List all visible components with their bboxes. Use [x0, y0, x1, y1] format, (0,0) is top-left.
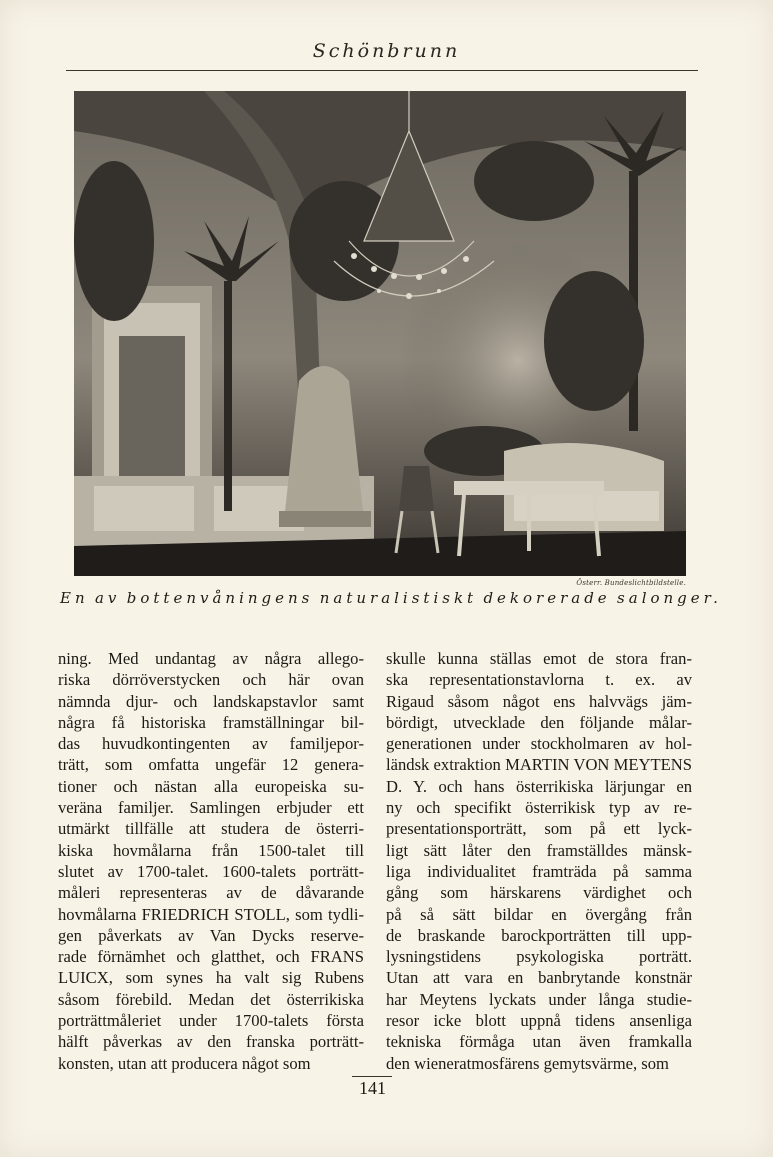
text-line: veräna familjer. Samlingen erbjuder ett [58, 798, 364, 818]
text-line: Rigaud såsom något ens halvvägs jäm- [386, 691, 692, 711]
text-line: hovmålarna FRIEDRICH STOLL, som tydli- [58, 904, 364, 924]
caption-word: bottenvåningens [126, 589, 314, 607]
folio-rule [352, 1076, 392, 1077]
text-line: hälft påverkas av den franska porträtt- [58, 1032, 364, 1052]
text-line: skulle kunna ställas emot de stora fran- [386, 649, 692, 668]
text-line: slutet av 1700-talet. 1600-talets porträtt- [58, 861, 364, 881]
text-line: några få historiska framställningar bil- [58, 712, 364, 732]
caption-word: dekorerade [483, 589, 611, 607]
text-line: gång som härskarens värdighet och [386, 883, 692, 903]
running-head: Schönbrunn [312, 40, 461, 62]
caption-word: salonger. [617, 589, 722, 607]
text-line: gen påverkats av Van Dycks reserve- [58, 925, 364, 945]
salon-photograph [74, 91, 686, 576]
caption-word: En [60, 589, 89, 607]
text-line: trätt, som omfatta ungefär 12 genera- [58, 755, 364, 775]
page-number: 141 [359, 1078, 386, 1098]
text-line: riska dörröverstycken och här ovan [58, 670, 364, 690]
text-line: lysningstidens psykologiska porträtt. [386, 947, 692, 967]
text-line: kiska hovmålarna från 1500-talet till [58, 840, 364, 860]
text-line: utmärkt tillfälle att studera de österri- [58, 819, 364, 839]
photo-caption [60, 589, 722, 607]
caption-word: naturalistiskt [319, 589, 478, 607]
text-line: resor icke blott uppnå tidens ansenliga [386, 1011, 692, 1031]
salon-photo-illustration [74, 91, 686, 576]
text-line: på så sätt bildar en övergång från [386, 904, 692, 924]
caption-word: av [94, 589, 121, 607]
header-rule [66, 70, 698, 71]
text-line: den wieneratmosfärens gemytsvärme, som [386, 1053, 669, 1073]
text-line: das huvudkontingenten av familjepor- [58, 734, 364, 754]
text-line: D. Y. och hans österrikiska lärjungar en [386, 776, 692, 796]
text-line: Utan att vara en banbrytande konstnär [386, 968, 692, 988]
text-column-right [386, 648, 692, 1074]
text-line: ny och specifikt österrikisk typ av re- [386, 798, 692, 818]
text-line: de braskande barockporträtten till upp- [386, 925, 692, 945]
text-line: presentationsporträtt, som på ett lyck- [386, 819, 692, 839]
text-line: bördigt, utvecklade den följande målar- [386, 712, 692, 732]
text-line: rade förnämhet och glatthet, och FRANS [58, 947, 364, 967]
text-line: LUICX, som synes ha valt sig Rubens [58, 968, 364, 988]
text-line: såsom förebild. Medan det österrikiska [58, 989, 364, 1009]
text-line: konsten, utan att producera något som [58, 1053, 311, 1073]
text-line: porträttmåleriet under 1700-talets första [58, 1011, 364, 1031]
text-line: tekniska förmåga utan även framkalla [386, 1032, 692, 1052]
text-line: nämnda djur- och landskapstavlor samt [58, 691, 364, 711]
text-line: måleri representeras av de dåvarande [58, 883, 364, 903]
text-line: liga individualitet framträda på samma [386, 861, 692, 881]
text-line: ning. Med undantag av några allego- [58, 649, 364, 668]
text-line: ligt sätt låter den framställdes mänsk- [386, 840, 692, 860]
text-line: generationen under stockholmaren av hol- [386, 734, 692, 754]
text-line: tioner och nästan alla europeiska su- [58, 776, 364, 796]
text-line: ländsk extraktion MARTIN VON MEYTENS [386, 755, 692, 775]
text-line: har Meytens lyckats under långa studie- [386, 989, 692, 1009]
photo-credit: Österr. Bundeslichtbildstelle. [576, 579, 686, 587]
text-line: ska representationstavlorna t. ex. av [386, 670, 692, 690]
text-column-left [58, 648, 364, 1074]
